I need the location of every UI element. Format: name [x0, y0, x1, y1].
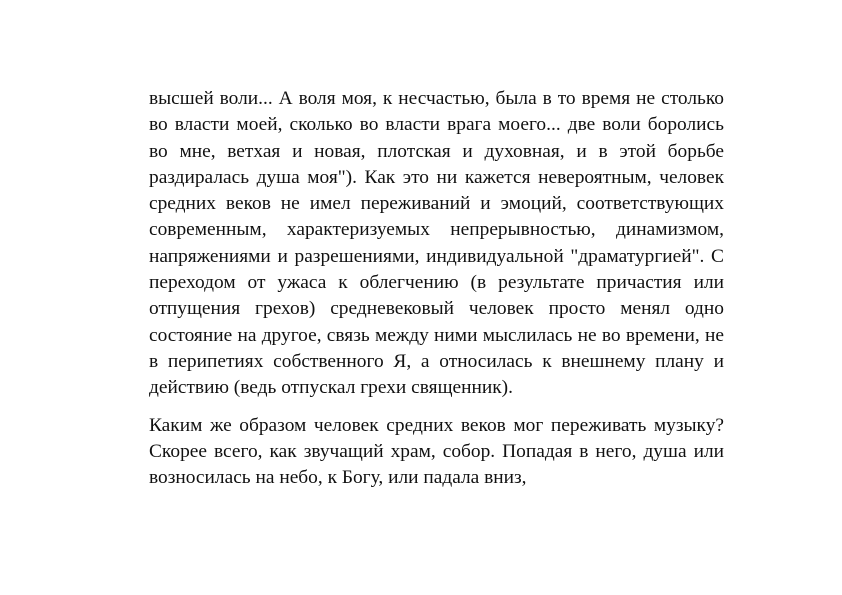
text-column — [149, 86, 724, 491]
paragraph-1: высшей воли... А воля моя, к несчастью, была в то время не столько во власти моей, сколько во власти врага моего... две воли боролись во мне, ветхая и новая, плотская и духовная, и в этой борьбе раздиралась душа моя"). Как это ни кажется невероятным, человек средних веков не имел переживаний и эмоций, соответствующих современным, характеризуемых непрерывностью, динамизмом, напряжениями и разрешениями, индивидуальной "драматургией". С переходом от ужаса к облегчению (в результате причастия или отпущения грехов) средневековый человек просто менял одно состояние на другое, связь между ними мыслилась не во времени, не в перипетиях собственного Я, а относилась к внешнему плану и действию (ведь отпускал грехи священник). — [149, 88, 724, 399]
paragraph-2: Каким же образом человек средних веков мог переживать музыку? Скорее всего, как звучащий храм, собор. Попадая в него, душа или возносилась на небо, к Богу, или падала вниз, — [149, 414, 724, 489]
